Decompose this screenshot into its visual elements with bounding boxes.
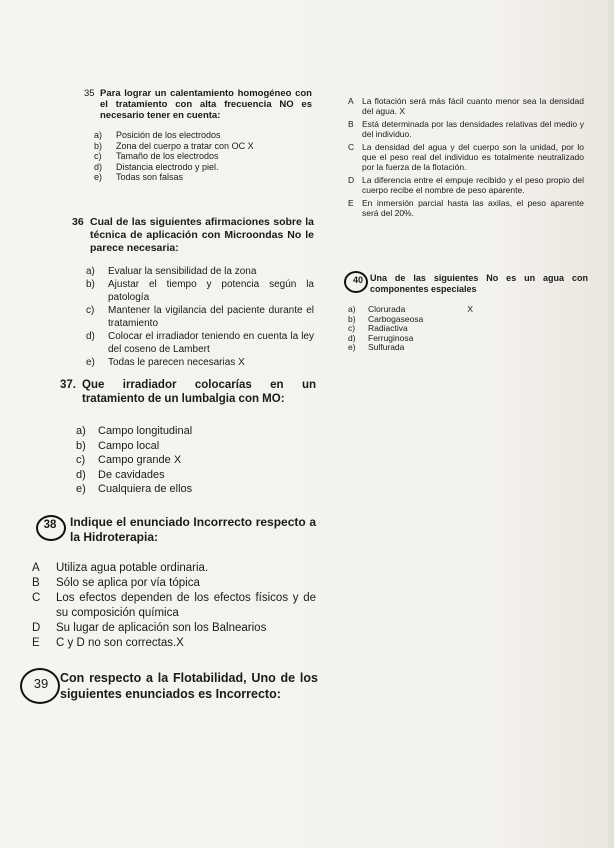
options-list (86, 265, 314, 369)
option-d: d) Colocar el irradiador teniendo en cuenta la ley del coseno de Lambert (86, 331, 314, 355)
option-b: b) Campo local (76, 439, 160, 452)
question-text: Indique el enunciado Incorrecto respecto a la Hidroterapia: (70, 515, 316, 544)
question-text: Con respecto a la Flotabilidad, Uno de los siguientes enunciados es Incorrecto: (60, 671, 318, 701)
option-e: e) Cualquiera de ellos (76, 483, 193, 495)
question-number: 39 (33, 676, 49, 691)
question-stem (346, 273, 588, 295)
option-a: a) Campo longitudinal (76, 425, 193, 437)
option-E: E En inmersión parcial hasta las axilas, el peso aparente será del 20%. (348, 198, 584, 218)
answer-mark: X (247, 140, 254, 151)
question-number: 40 (352, 275, 363, 285)
question-text: Que irradiador colocarías en un tratamiento de un lumbalgia con MO: (82, 379, 316, 405)
answer-mark: X (173, 454, 182, 466)
question-text: Una de las siguientes No es un agua con componentes especiales (370, 273, 588, 294)
question-number: 37. (60, 379, 76, 391)
option-b: b) Carbogaseosa (348, 313, 424, 324)
option-e: E C y D no son correctas.X (32, 637, 184, 649)
option-e: e) Todas son falsas (94, 172, 184, 182)
option-b: B Sólo se aplica por vía tópica (32, 577, 200, 589)
question-38 (30, 515, 316, 651)
option-D: D La diferencia entre el empuje recibido y el peso propio del cuerpo recibe el nombre de peso aparente. (348, 175, 584, 195)
option-c: c) Radiactiva (348, 323, 408, 333)
question-40 (346, 273, 588, 353)
option-d: d) Ferruginosa (348, 332, 414, 343)
question-39-options (348, 96, 584, 218)
option-c: c) Mantener la vigilancia del paciente durante el tratamiento (86, 305, 314, 329)
options-list (76, 424, 316, 497)
question-39-stem (22, 670, 318, 702)
option-c: C Los efectos dependen de los efectos físicos y de su composición química (32, 592, 316, 619)
question-stem (22, 670, 318, 702)
question-number: 36 (72, 216, 84, 228)
option-A: A La flotación será más fácil cuanto menor sea la densidad del agua. X (348, 96, 584, 116)
option-a: A Utiliza agua potable ordinaria. (32, 562, 209, 574)
option-e: e) Sulfurada (348, 342, 405, 352)
answer-mark: X (176, 637, 184, 649)
option-d: d) De cavidades (76, 468, 165, 481)
option-c: c) Campo grande X (76, 454, 182, 466)
question-35 (84, 88, 312, 183)
option-b: b) Ajustar el tiempo y potencia según la patología (86, 279, 314, 303)
question-text: Cual de las siguientes afirmaciones sobre la técnica de aplicación con Microondas No le parece necesaria: (90, 216, 314, 254)
option-c: c) Tamaño de los electrodos (94, 151, 219, 161)
question-text: Para lograr un calentamiento homogéneo con el tratamiento con alta frecuencia NO es necesario tener en cuenta: (100, 88, 312, 121)
answer-mark: X (238, 357, 245, 368)
options-list (94, 130, 312, 183)
option-B: B Está determinada por las densidades relativas del medio y del individuo. (348, 119, 584, 139)
option-a: a) Posición de los electrodos (94, 130, 221, 140)
question-stem (72, 216, 314, 255)
answer-mark: X (399, 106, 406, 116)
option-e: e) Todas le parecen necesarias X (86, 357, 245, 368)
option-C: C La densidad del agua y del cuerpo son la unidad, por lo que el peso real del individuo es totalmente neutralizado por la fuerza de la flotación. (348, 142, 584, 172)
option-d: D Su lugar de aplicación son los Balnearios (32, 622, 267, 634)
answer-mark: X (467, 304, 473, 314)
question-number: 35 (84, 88, 95, 99)
question-stem (30, 515, 316, 545)
option-b: b) Zona del cuerpo a tratar con OC X (94, 140, 254, 151)
question-stem (84, 88, 312, 121)
option-a: a) Evaluar la sensibilidad de la zona (86, 266, 257, 277)
options-list (348, 96, 584, 218)
options-list (348, 305, 588, 353)
option-a: a) Clorurada X (348, 304, 473, 314)
question-37 (60, 378, 316, 497)
page-edge (608, 0, 614, 848)
question-36 (72, 216, 314, 369)
options-list (32, 561, 316, 651)
option-d: d) Distancia electrodo y piel. (94, 161, 219, 172)
question-stem (60, 378, 316, 406)
question-number: 38 (43, 519, 57, 531)
